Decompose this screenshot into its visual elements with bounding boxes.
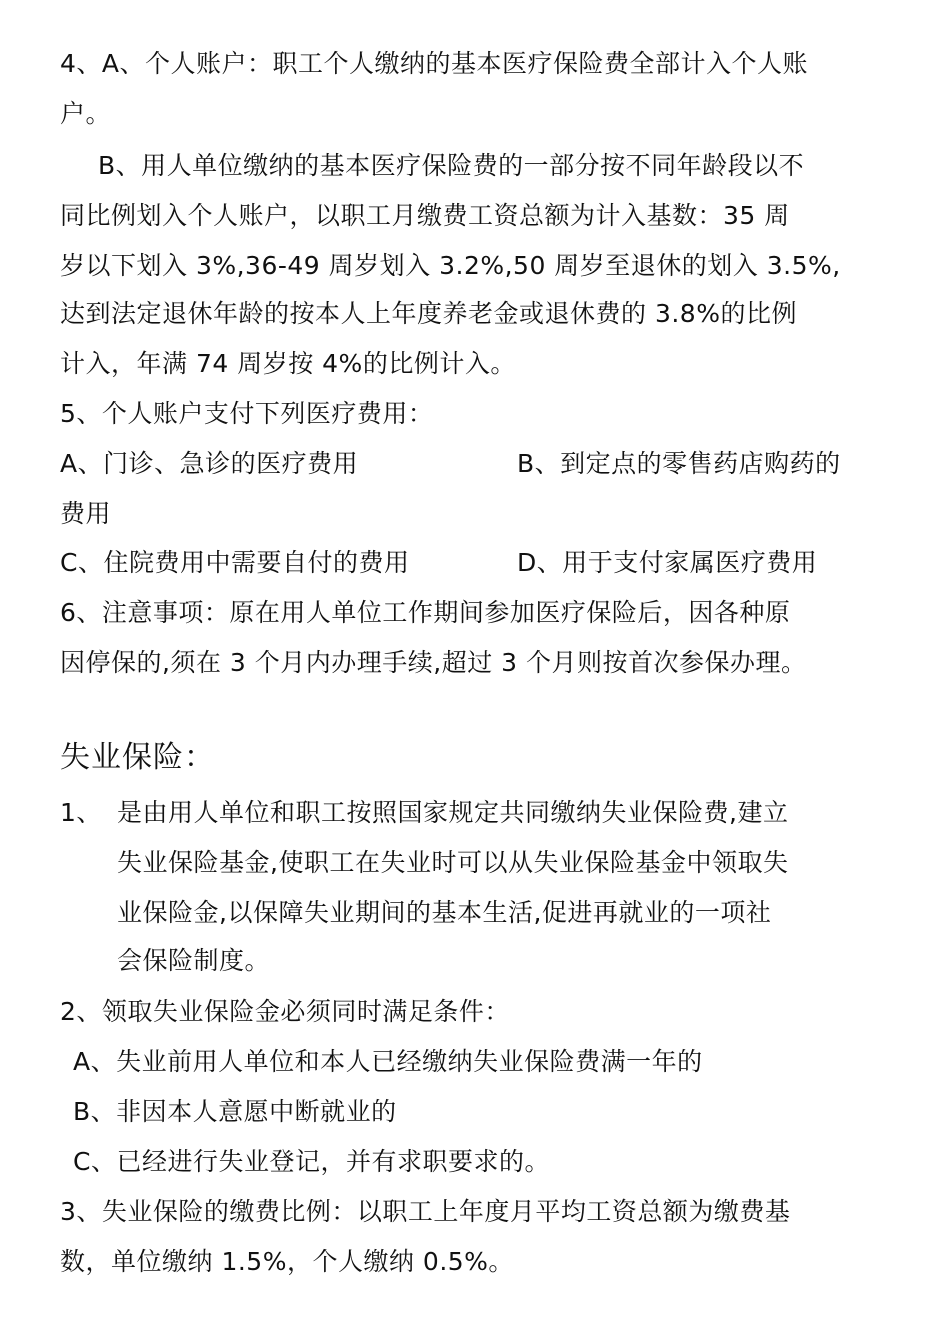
item6-line2: 因停保的,须在 3 个月内办理手续,超过 3 个月则按首次参保办理。 <box>60 648 807 677</box>
item4-a-line1: 4、A、个人账户：职工个人缴纳的基本医疗保险费全部计入个人账 <box>60 49 809 78</box>
unemployment-item3-line2: 数，单位缴纳 1.5%，个人缴纳 0.5%。 <box>60 1247 514 1276</box>
item4-b-line4: 达到法定退休年龄的按本人上年度养老金或退休费的 3.8%的比例 <box>60 299 797 328</box>
item4-b-line1: B、用人单位缴纳的基本医疗保险费的一部分按不同年龄段以不 <box>98 151 805 180</box>
unemployment-heading: 失业保险： <box>60 740 215 775</box>
unemployment-item1-line2: 失业保险基金,使职工在失业时可以从失业保险基金中领取失 <box>117 848 789 877</box>
item5-option-a: A、门诊、急诊的医疗费用 <box>60 449 359 478</box>
unemployment-item1-line4: 会保险制度。 <box>117 946 271 975</box>
unemployment-item3-line1: 3、失业保险的缴费比例：以职工上年度月平均工资总额为缴费基 <box>60 1197 791 1226</box>
unemployment-item1-number: 1、 <box>60 798 102 827</box>
item4-b-line3: 岁以下划入 3%,36-49 周岁划入 3.2%,50 周岁至退休的划入 3.5%, <box>60 251 841 280</box>
unemployment-item1-line3: 业保险金,以保障失业期间的基本生活,促进再就业的一项社 <box>117 898 772 927</box>
item6-line1: 6、注意事项：原在用人单位工作期间参加医疗保险后，因各种原 <box>60 598 791 627</box>
unemployment-item2-b: B、非因本人意愿中断就业的 <box>73 1097 397 1126</box>
unemployment-item2-title: 2、领取失业保险金必须同时满足条件： <box>60 997 510 1026</box>
item4-a-line2: 户。 <box>60 99 112 128</box>
item4-b-line5: 计入，年满 74 周岁按 4%的比例计入。 <box>60 349 516 378</box>
item5-option-c: C、住院费用中需要自付的费用 <box>60 548 410 577</box>
item5-option-b-cont: 费用 <box>60 499 112 528</box>
unemployment-item2-a: A、失业前用人单位和本人已经缴纳失业保险费满一年的 <box>73 1047 703 1076</box>
unemployment-item2-c: C、已经进行失业登记，并有求职要求的。 <box>73 1147 550 1176</box>
item4-b-line2: 同比例划入个人账户，以职工月缴费工资总额为计入基数：35 周 <box>60 201 790 230</box>
item5-option-b: B、到定点的零售药店购药的 <box>517 449 841 478</box>
item5-title: 5、个人账户支付下列医疗费用： <box>60 399 434 428</box>
item5-option-d: D、用于支付家属医疗费用 <box>517 548 818 577</box>
unemployment-item1-line1: 是由用人单位和职工按照国家规定共同缴纳失业保险费,建立 <box>117 798 789 827</box>
